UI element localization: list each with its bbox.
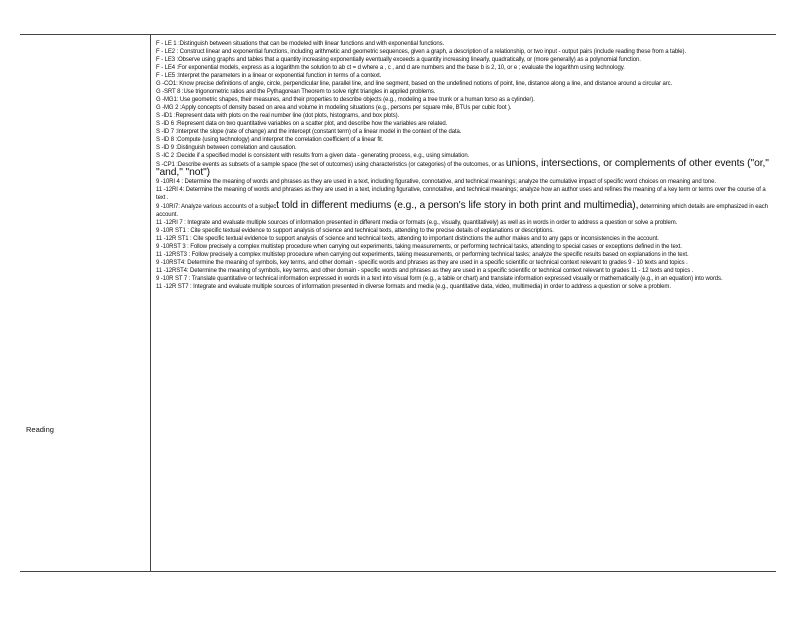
standard-g-srt-8: G -SRT 8 :Use trigonometric ratios and the Pythagorean Theorem to solve right triangles in applied problems. <box>156 89 436 95</box>
standard-9-10-rst-3: 9 -10RST 3 : Follow precisely a complex multistep procedure when carrying out experiments, taking measurements, or performing technical tasks, attending to special cases or exceptions defined in the text. <box>156 244 682 250</box>
standard-s-id-9: S -ID 9 :Distinguish between correlation and causation. <box>156 145 297 151</box>
standard-g-co-1: G -CO1: Know precise definitions of angle, circle, perpendicular line, parallel line, and line segment, based on the undefined notions of point, line, distance along a line, and distance around a circular arc. <box>156 81 673 87</box>
standard-f-le-1: F - LE 1 :Distinguish between situations that can be modeled with linear functions and with exponential functions. <box>156 41 445 47</box>
standard-s-cp-1-text-large: unions, intersections, or complements of other events ("or," "and," "not") <box>156 158 769 178</box>
standard-f-le-5: F - LE5 :Interpret the parameters in a linear or exponential function in terms of a context. <box>156 73 382 79</box>
standard-11-12-rst-7: 11 -12R ST7 : Integrate and evaluate multiple sources of information presented in diverse formats and media (e.g., quantitative data, video, multimedia) in order to address a question or solve a problem. <box>156 284 671 290</box>
standard-s-cp-1-text: S -CP1 :Describe events as subsets of a sample space (the set of outcomes) using characteristics (or categories) of the outcomes, or as <box>156 162 506 168</box>
standards-table <box>20 34 776 572</box>
column-divider <box>150 35 151 571</box>
standard-9-10-ri-7-text: 9 -10RI7: Analyze various accounts of a subjec <box>156 204 277 210</box>
standard-9-10-rst-7: 9 -10R ST 7 : Translate quantitative or technical information expressed in words in a text into visual form (e.g., a table or chart) and translate information expressed visually or mathematically (e.g., in an equation) into words. <box>156 276 723 282</box>
standard-9-10-ri-7-text-after: determining which details are emphasized in each account. <box>156 204 768 218</box>
standard-11-12-rst-3: 11 -12RST3 : Follow precisely a complex multistep procedure when carrying out experiments, taking measurements, or performing technical tasks; analyze the specific results based on explanations in the text. <box>156 252 689 258</box>
standard-f-le-3: F - LE3 :Observe using graphs and tables that a quantity increasing exponentially eventually exceeds a quantity increasing linearly, quadratically, or (more generally) as a polynomial function. <box>156 57 641 63</box>
standard-f-le-4: F - LE4 :For exponential models, express as a logarithm the solution to ab ct = d where a , c , and d are numbers and the base b is 2, 10, or e ; evaluate the logarithm using technology. <box>156 65 625 71</box>
standard-9-10-ri-4: 9 -10RI 4 : Determine the meaning of words and phrases as they are used in a text, including figurative, connotative, and technical meanings; analyze the cumulative impact of specific word choices on meaning and tone. <box>156 179 716 185</box>
standard-f-le-2: F - LE2 : Construct linear and exponential functions, including arithmetic and geometric sequences, given a graph, a description of a relationship, or two input - output pairs (include reading these from a table). <box>156 49 687 55</box>
standard-s-id-1: S -ID1 :Represent data with plots on the real number line (dot plots, histograms, and box plots). <box>156 113 400 119</box>
standard-11-12-ri-7: 11 -12RI 7 : Integrate and evaluate multiple sources of information presented in different media or formats (e.g., visually, quantitatively) as well as in words in order to address a question or solve a problem. <box>156 220 678 226</box>
standard-s-id-8: S -ID 8 :Compute (using technology) and interpret the correlation coefficient of a linear fit. <box>156 137 384 143</box>
standard-11-12-ri-4: 11 -12RI 4: Determine the meaning of words and phrases as they are used in a text, including figurative, connotative, and technical meanings; analyze how an author uses and refines the meaning of a key term or terms over the course of a text . <box>156 187 766 201</box>
standard-s-cp-1 <box>156 160 770 178</box>
standard-11-12-rst-4: 11 -12RST4: Determine the meaning of symbols, key terms, and other domain - specific words and phrases as they are used in a specific scientific or technical context relevant to grades 11 - 12 texts and topics . <box>156 268 694 274</box>
standard-g-mg-2: G -MG 2 :Apply concepts of density based on area and volume in modeling situations (e.g., persons per square mile, BTUs per cubic foot ). <box>156 105 512 111</box>
standards-list <box>156 40 770 291</box>
standard-9-10-ri-7 <box>156 202 770 219</box>
standard-9-10-rst-1: 9 -10R ST1 : Cite specific textual evidence to support analysis of science and technical texts, attending to the precise details of explanations or descriptions. <box>156 228 554 234</box>
standard-s-ic-2: S -IC 2 :Decide if a specified model is consistent with results from a given data - generating process, e.g., using simulation. <box>156 153 470 159</box>
category-label: Reading <box>26 425 54 434</box>
standard-9-10-rst-4: 9 -10RST4: Determine the meaning of symbols, key terms, and other domain - specific words and phrases as they are used in a specific scientific or technical context relevant to grades 9 - 10 texts and topics . <box>156 260 688 266</box>
standard-s-id-7: S -ID 7 :Interpret the slope (rate of change) and the intercept (constant term) of a linear model in the context of the data. <box>156 129 462 135</box>
standard-s-id-6: S -ID 6 :Represent data on two quantitative variables on a scatter plot, and describe how the variables are related. <box>156 121 448 127</box>
standard-g-mg-1: G -MG1: Use geometric shapes, their measures, and their properties to describe objects (e.g., modeling a tree trunk or a human torso as a cylinder). <box>156 97 535 103</box>
standard-11-12-rst-1: 11 -12R ST1 : Cite specific textual evidence to support analysis of science and technical texts, attending to important distinctions the author makes and to any gaps or inconsistencies in the account. <box>156 236 659 242</box>
standard-9-10-ri-7-text-large: t told in different mediums (e.g., a person's life story in both print and multimedia), <box>276 200 639 211</box>
